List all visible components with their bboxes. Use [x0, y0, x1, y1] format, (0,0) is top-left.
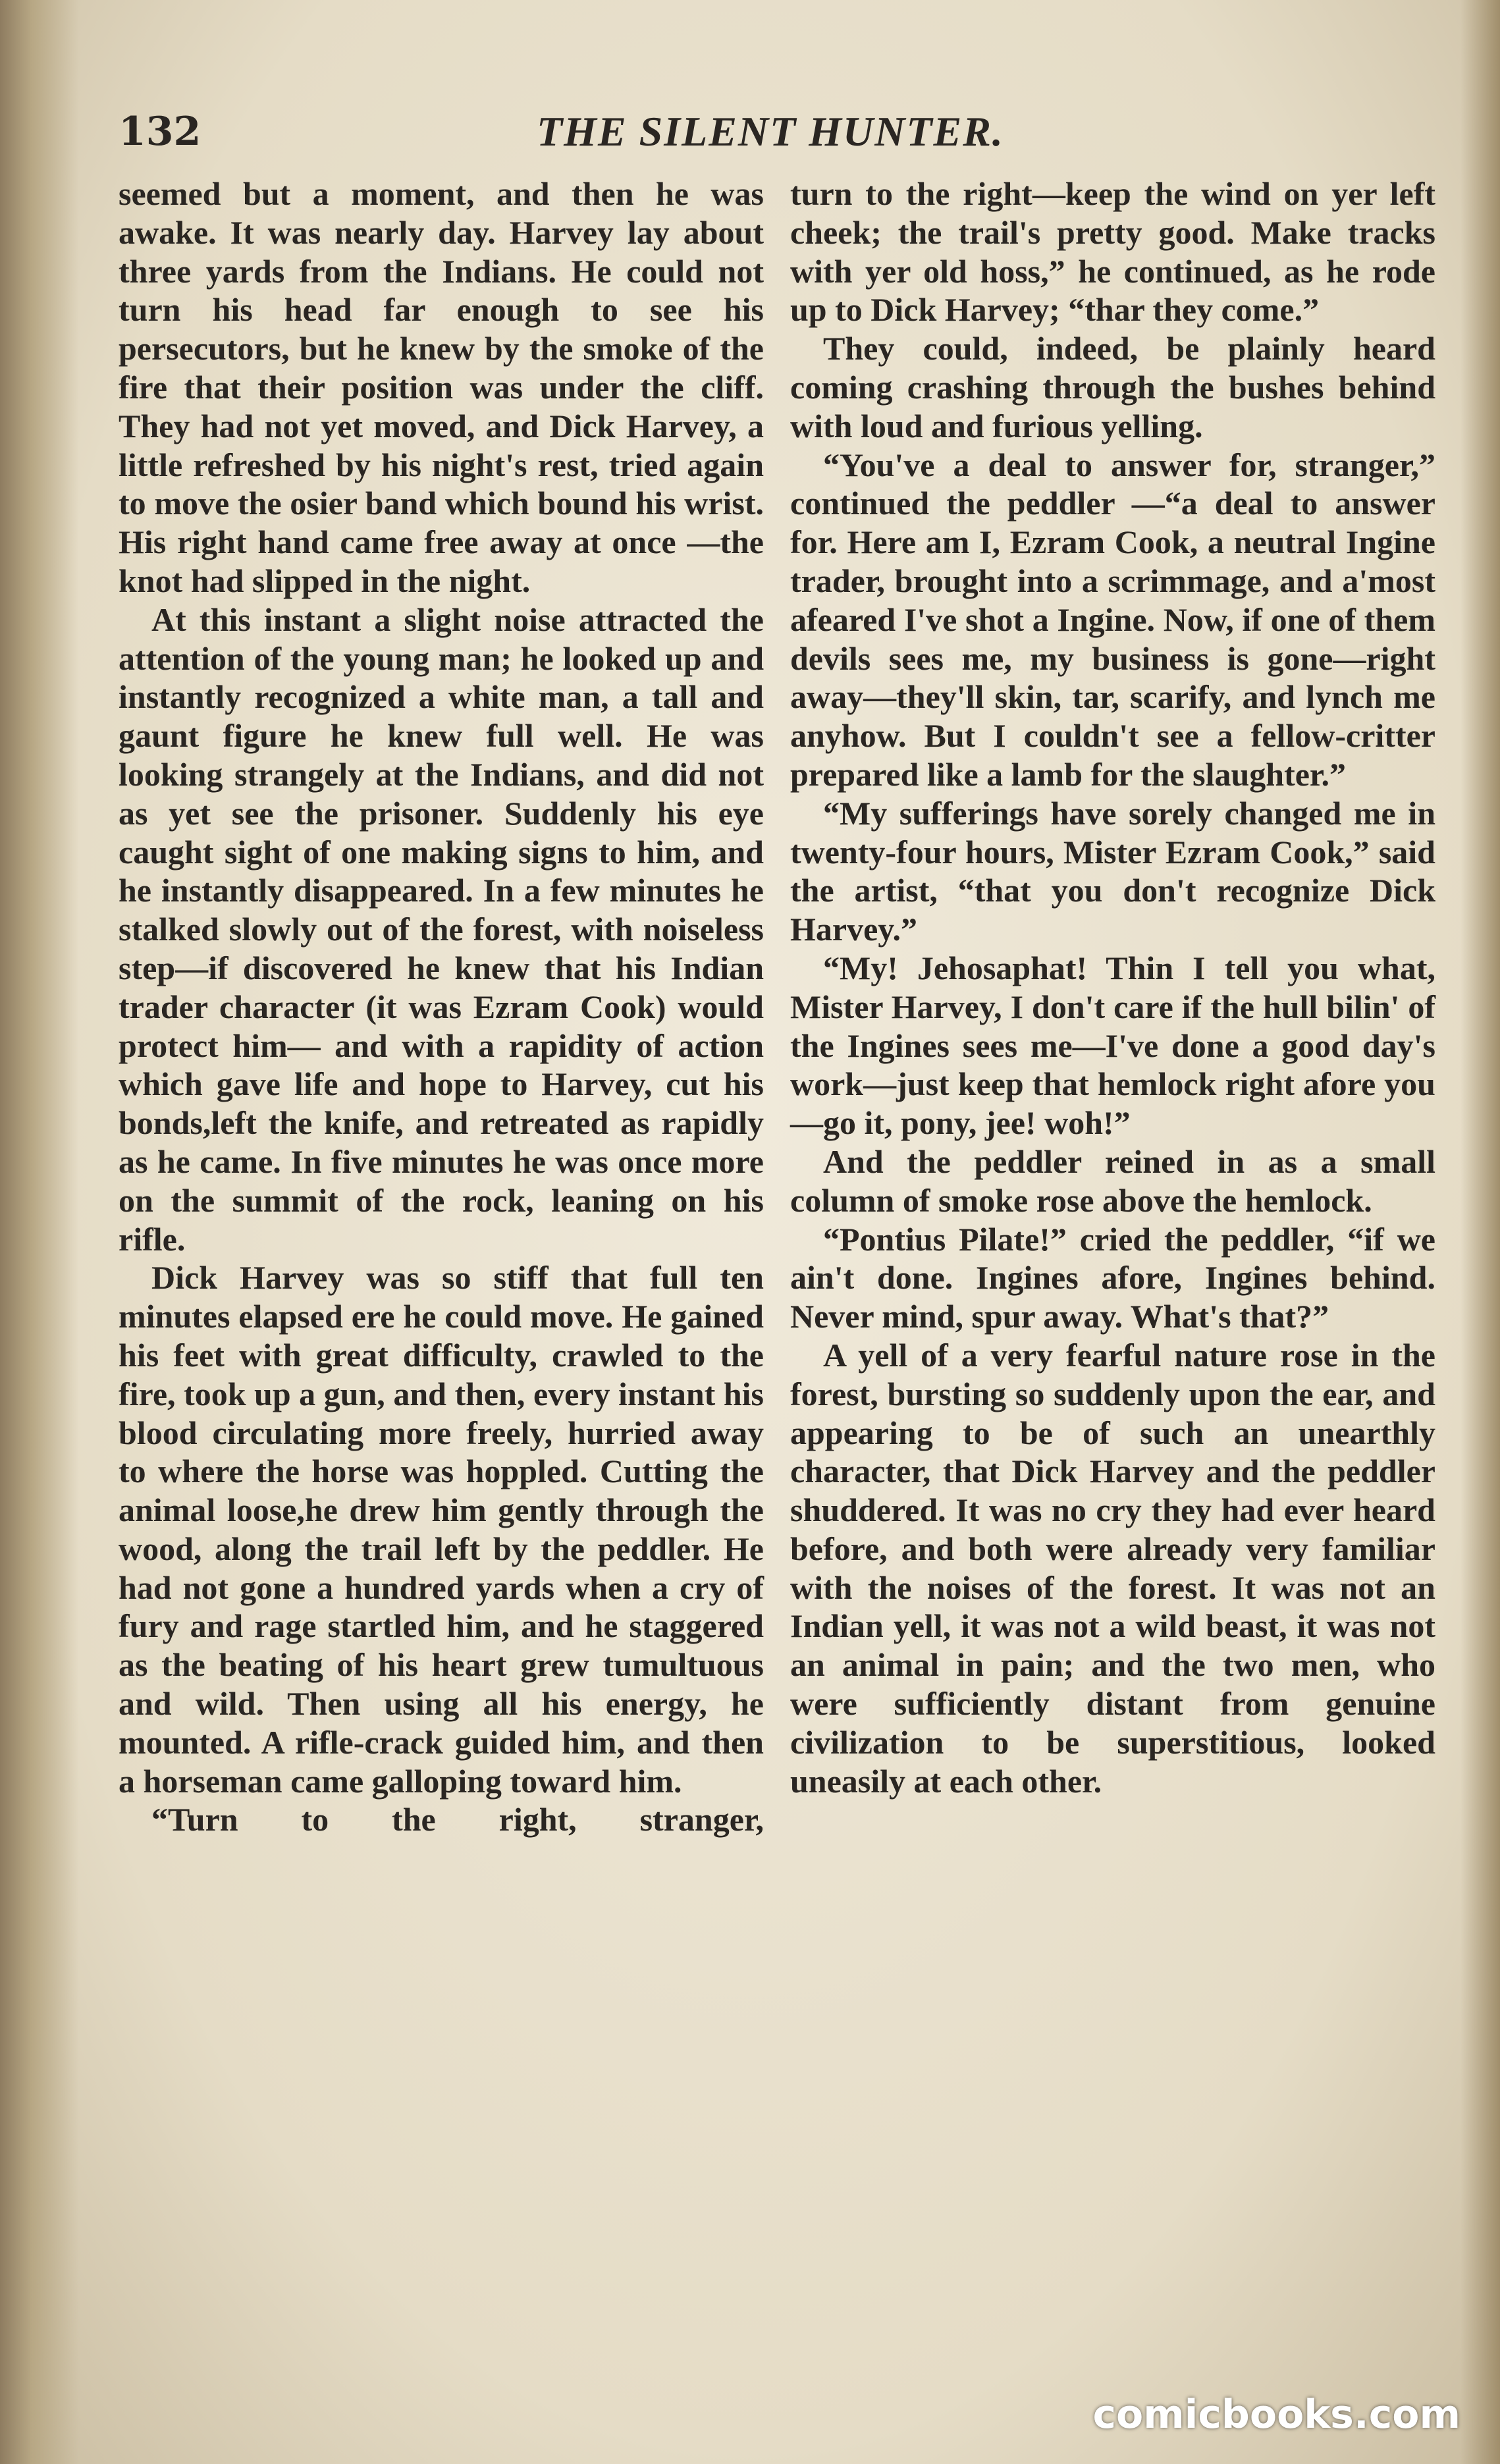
text-columns: [119, 174, 1435, 2387]
page-edge-shadow-right: [1460, 0, 1500, 2464]
page-number: 132: [119, 109, 201, 155]
paragraph: “My! Jehosaphat! Thin I tell you what, Mister Harvey, I don't care if the hull bilin' of the Ingines sees me—I've done a good day's work—just keep that hemlock right afore you—go it, pony, jee! woh!”: [790, 949, 1435, 1142]
watermark: comicbooks.com: [1092, 2392, 1460, 2438]
paragraph: Dick Harvey was so stiff that full ten minutes elapsed ere he could move. He gained his feet with great difficulty, crawled to the fire, took up a gun, and then, every instant his blood circulating more freely, hurried away to where the horse was hoppled. Cutting the animal loose,he drew him gently through the wood, along the trail left by the peddler. He had not gone a hundred yards when a cry of fury and rage startled him, and he staggered as the beating of his heart grew tumultuous and wild. Then using all his energy, he mounted. A rifle-crack guided him, and then a horseman came galloping toward him.: [119, 1259, 764, 1800]
page-header: [119, 99, 1422, 165]
paragraph: seemed but a moment, and then he was awake. It was nearly day. Harvey lay about three yards from the Indians. He could not turn his head far enough to see his persecutors, but he knew by the smoke of the fire that their position was under the cliff. They had not yet moved, and Dick Harvey, a little refreshed by his night's rest, tried again to move the osier band which bound his wrist. His right hand came free away at once —the knot had slipped in the night.: [119, 175, 764, 599]
right-column: [790, 174, 1435, 1800]
paragraph: And the peddler reined in as a small column of smoke rose above the hemlock.: [790, 1142, 1435, 1219]
paragraph: A yell of a very fearful nature rose in the forest, bursting so suddenly upon the ear, and appearing to be of such an unearthly character, that Dick Harvey and the peddler shuddered. It was no cry they had ever heard before, and both were already very familiar with the noises of the forest. It was not an Indian yell, it was not a wild beast, it was not an animal in pain; and the two men, who were sufficiently distant from genuine civilization to be superstitious, looked uneasily at each other.: [790, 1336, 1435, 1800]
paragraph: “You've a deal to answer for, stranger,” continued the peddler —“a deal to answer for. Here am I, Ezram Cook, a neutral Ingine trader, brought into a scrimmage, and a'most afeared I've shot a Ingine. Now, if one of them devils sees me, my business is gone—right away—they'll skin, tar, scarify, and lynch me anyhow. But I couldn't see a fellow-critter prepared like a lamb for the slaughter.”: [790, 446, 1435, 793]
running-title: THE SILENT HUNTER.: [537, 108, 1004, 155]
page-edge-shadow-left: [0, 0, 79, 2464]
paragraph: At this instant a slight noise attracted the attention of the young man; he looked up and instantly recognized a white man, a tall and gaunt figure he knew full well. He was looking strangely at the Indians, and did not as yet see the prisoner. Suddenly his eye caught sight of one making signs to him, and he instantly disappeared. In a few minutes he stalked slowly out of the forest, with noiseless step—if discovered he knew that his Indian trader character (it was Ezram Cook) would protect him— and with a rapidity of action which gave life and hope to Harvey, cut his bonds,left the knife, and retreated as rapidly as he came. In five minutes he was once more on the summit of the rock, leaning on his rifle.: [119, 601, 764, 1258]
paragraph: “My sufferings have sorely changed me in twenty-four hours, Mister Ezram Cook,” said the artist, “that you don't recognize Dick Harvey.”: [790, 794, 1435, 948]
paragraph: They could, indeed, be plainly heard coming crashing through the bushes behind with loud and furious yelling.: [790, 330, 1435, 444]
paragraph: “Pontius Pilate!” cried the peddler, “if we ain't done. Ingines afore, Ingines behind. Never mind, spur away. What's that?”: [790, 1220, 1435, 1335]
left-column: [119, 174, 764, 1839]
paragraph: turn to the right—keep the wind on yer left cheek; the trail's pretty good. Make tracks with yer old hoss,” he continued, as he rode up to Dick Harvey; “thar they come.”: [790, 175, 1435, 329]
paragraph: “Turn to the right, stranger,: [151, 1801, 764, 1838]
